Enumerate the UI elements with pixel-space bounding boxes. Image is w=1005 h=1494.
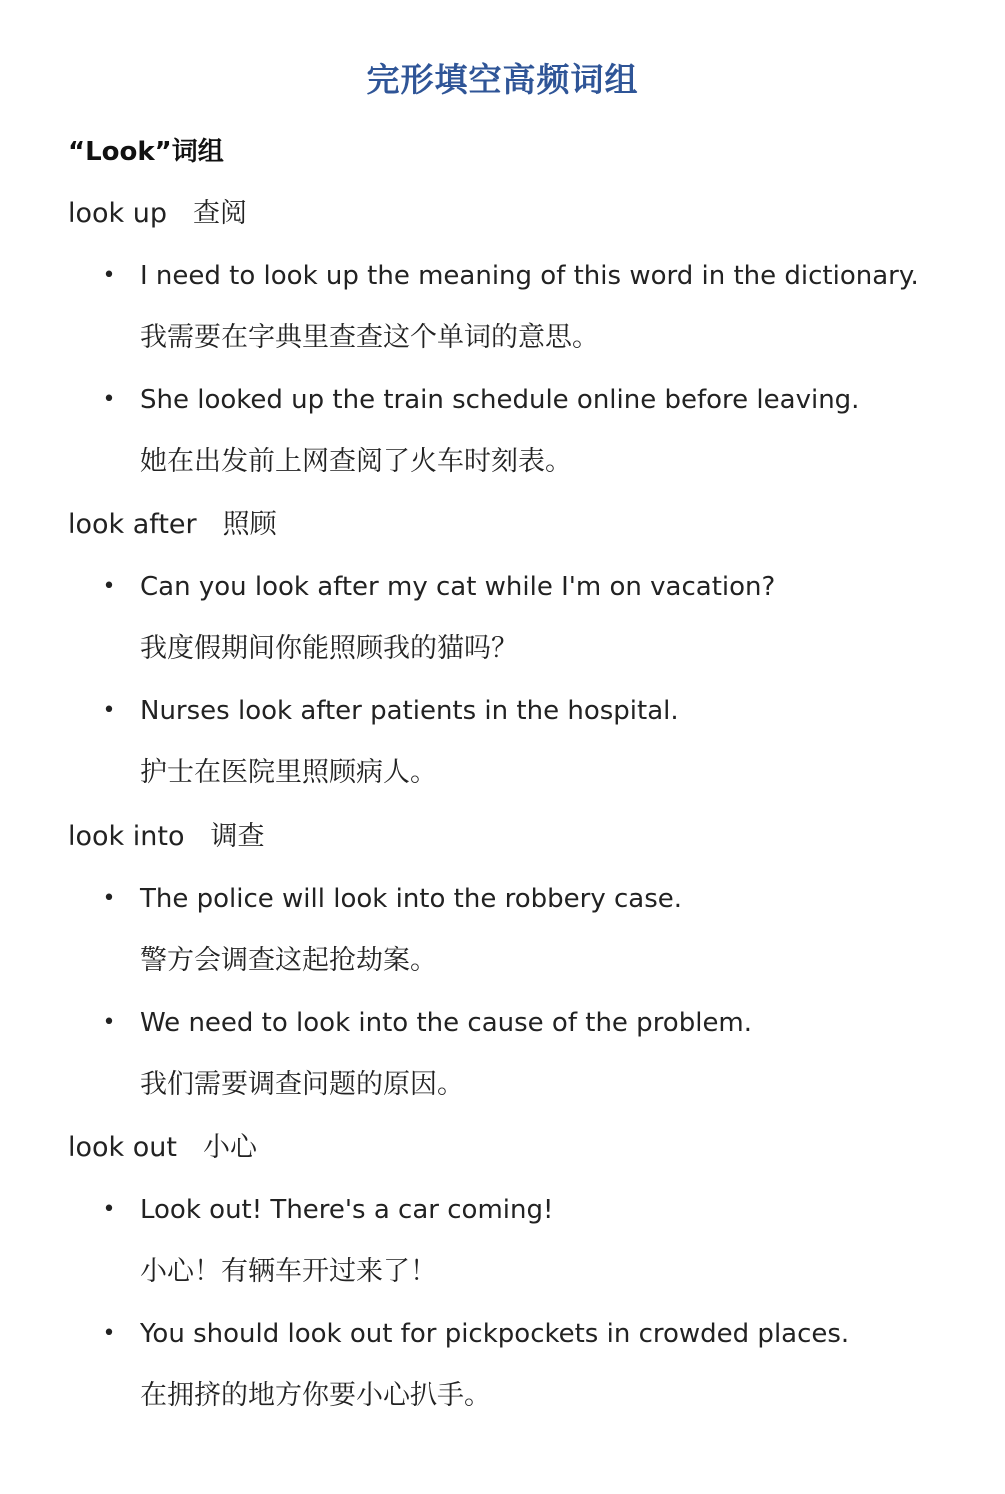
phrase-term: look after [68,509,197,540]
example-english: She looked up the train schedule online before leaving. [140,385,860,415]
example-chinese: 她在出发前上网查阅了火车时刻表。 [140,446,572,477]
example-chinese: 在拥挤的地方你要小心扒手。 [140,1380,491,1411]
bullet-icon: • [102,574,116,599]
example-chinese: 小心！有辆车开过来了！ [140,1256,437,1287]
bullet-icon: • [102,886,116,911]
example-english: Can you look after my cat while I'm on vacation? [140,572,776,602]
example-chinese: 我度假期间你能照顾我的猫吗？ [140,633,518,664]
bullet-icon: • [102,263,116,288]
example-english: Nurses look after patients in the hospital. [140,696,679,726]
phrase-row [68,1122,257,1174]
bullet-icon: • [102,698,116,723]
bullet-icon: • [102,387,116,412]
example-english: Look out! There's a car coming! [140,1195,554,1225]
bullet-icon: • [102,1010,116,1035]
bullet-icon: • [102,1197,116,1222]
page-title: 完形填空高频词组 [366,60,639,99]
phrase-meaning: 小心 [202,1132,257,1163]
phrase-meaning: 照顾 [222,509,277,540]
example-english: We need to look into the cause of the problem. [140,1008,753,1038]
example-chinese: 我们需要调查问题的原因。 [140,1069,464,1100]
bullet-icon: • [102,1321,116,1346]
phrase-term: look out [68,1132,177,1163]
phrase-row [68,188,247,240]
phrase-meaning: 查阅 [193,198,248,229]
section-heading: “Look”词组 [68,137,224,167]
example-chinese: 警方会调查这起抢劫案。 [140,945,437,976]
example-english: The police will look into the robbery case. [140,884,683,914]
example-chinese: 我需要在字典里查查这个单词的意思。 [140,322,599,353]
phrase-meaning: 调查 [210,821,265,852]
phrase-row [68,499,277,551]
example-chinese: 护士在医院里照顾病人。 [140,757,437,788]
example-english: You should look out for pickpockets in crowded places. [140,1319,850,1349]
example-english: I need to look up the meaning of this word in the dictionary. [140,261,919,291]
phrase-term: look up [68,198,168,229]
phrase-term: look into [68,821,185,852]
phrase-row [68,811,264,863]
